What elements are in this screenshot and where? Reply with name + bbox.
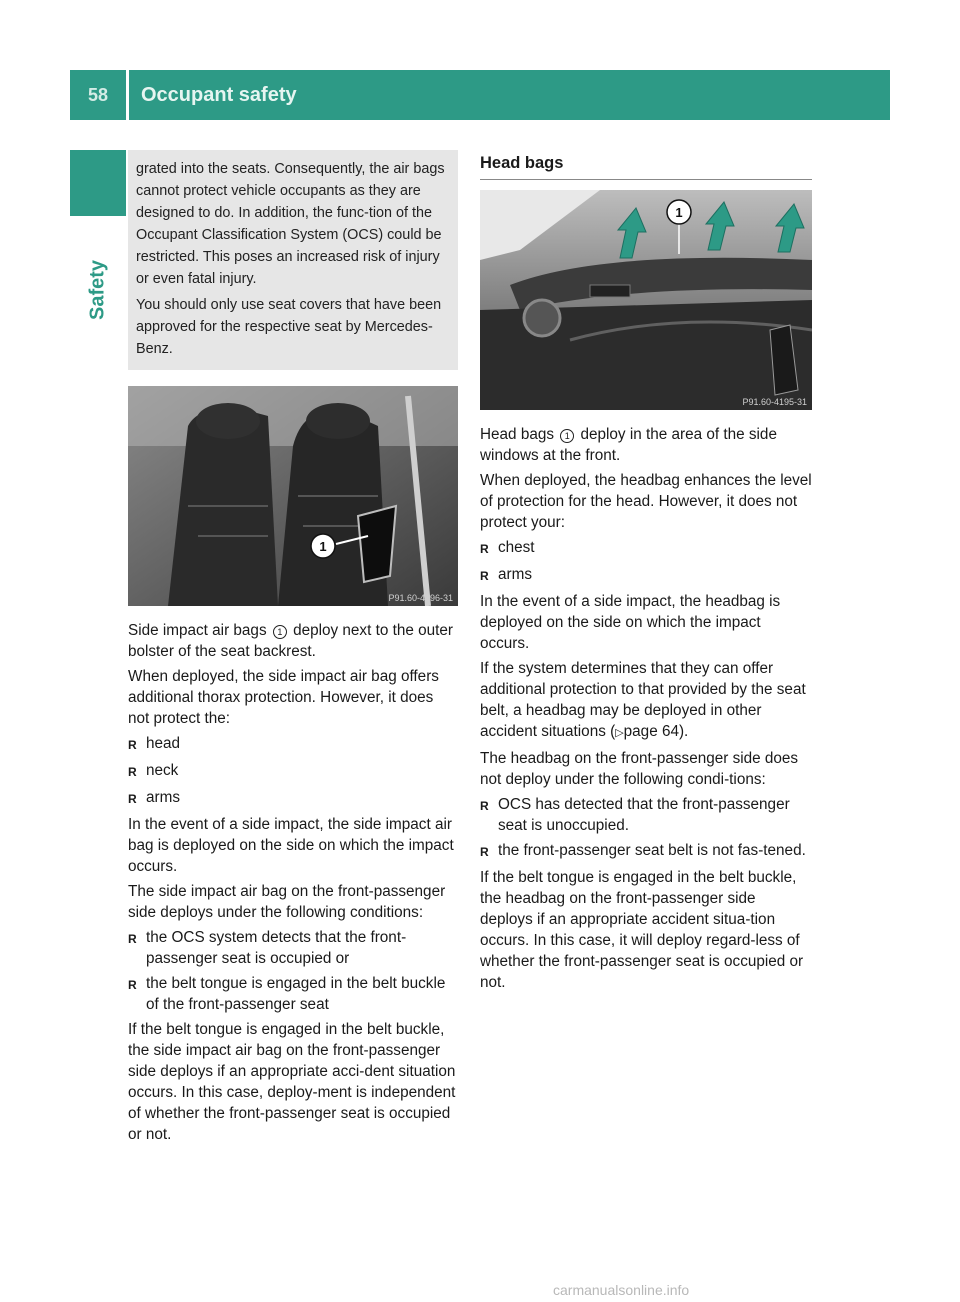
left-body-text [128, 620, 458, 1145]
callout-number: 1 [319, 539, 327, 554]
side-tab-marker [70, 150, 126, 216]
bullet-text: the belt tongue is engaged in the belt buckle of the front-passenger seat [146, 975, 446, 1013]
section-title: Occupant safety [141, 83, 297, 106]
side-tab-label: Safety [86, 259, 109, 321]
page-number: 58 [87, 84, 109, 105]
paragraph [480, 658, 812, 744]
right-body-text [480, 424, 812, 993]
right-column [480, 150, 812, 997]
seat-airbag-photo [128, 386, 458, 606]
text-span: If the system determines that they can offer additional protection to that provided by the seat belt, a headbag may be deployed in other accident situations ( [480, 660, 806, 740]
paragraph: When deployed, the side impact air bag offers additional thorax protection. However, it does not protect the: [128, 668, 439, 727]
bullet-text: head [146, 735, 181, 752]
bullet-text: arms [146, 789, 180, 806]
watermark: carmanualsonline.info [553, 1282, 690, 1298]
warning-paragraph: grated into the seats. Consequently, the air bags cannot protect vehicle occupants as they are designed to do. In addition, the func-tion of the Occupant Classification System (OCS) could be restricted. This poses an increased risk of injury or even fatal injury. [136, 161, 445, 287]
page-ref-icon: ▷ [615, 727, 624, 739]
bullet-item: R the OCS system detects that the front-passenger seat is occupied or [128, 927, 458, 969]
bullet-text: neck [146, 762, 179, 779]
paragraph: The side impact air bag on the front-passenger side deploys under the following conditions: [128, 883, 446, 921]
page-reference-link[interactable]: page 64). [623, 723, 689, 740]
paragraph: In the event of a side impact, the side impact air bag is deployed on the side on which the impact occurs. [128, 816, 454, 875]
paragraph [128, 620, 458, 662]
paragraph: The headbag on the front-passenger side does not deploy under the following condi-tions: [480, 750, 799, 788]
left-column [128, 150, 458, 1149]
bullet-text: the front-passenger seat belt is not fas-tened. [498, 842, 806, 859]
paragraph: If the belt tongue is engaged in the belt buckle, the headbag on the front-passenger side deploys if an appropriate accident situa-tion occurs. In this case, it will deploy regard-less of whether the front-passenger seat is occupied or not. [480, 869, 804, 991]
paragraph: When deployed, the headbag enhances the level of protection for the head. However, it does not protect your: [480, 472, 812, 531]
warning-paragraph: You should only use seat covers that have been approved for the respective seat by Mercedes-Benz. [136, 297, 442, 357]
bullet-text: the OCS system detects that the front-passenger seat is occupied or [146, 929, 407, 967]
heading-head-bags: Head bags [480, 150, 812, 180]
bullet-item: R the belt tongue is engaged in the belt buckle of the front-passenger seat [128, 973, 458, 1015]
bullet-item: R chest [480, 537, 812, 560]
paragraph: If the belt tongue is engaged in the belt buckle, the side impact air bag on the front-passenger side deploys if an appropriate acci-dent situation occurs. In this case, deploy-ment is independent of whether the front-passenger seat is occupied or not. [128, 1021, 456, 1143]
bullet-item: R the front-passenger seat belt is not fas-tened. [480, 840, 812, 863]
text-span: Side impact air bags [128, 622, 267, 639]
bullet-text: chest [498, 539, 535, 556]
callout-marker: 1 [560, 429, 574, 443]
image-code: P91.60-4196-31 [388, 593, 453, 603]
paragraph [480, 424, 812, 466]
bullet-item: R OCS has detected that the front-passenger seat is unoccupied. [480, 794, 812, 836]
image-code: P91.60-4195-31 [742, 397, 807, 407]
bullet-item: R arms [480, 564, 812, 587]
callout-number: 1 [675, 205, 683, 220]
bullet-item: R head [128, 733, 458, 756]
text-span: deploy next to the outer bolster of the seat backrest. [128, 622, 453, 660]
paragraph: In the event of a side impact, the headbag is deployed on the side on which the impact occurs. [480, 593, 781, 652]
warning-box [128, 150, 458, 370]
bullet-item: R arms [128, 787, 458, 810]
callout-marker: 1 [273, 625, 287, 639]
bullet-text: OCS has detected that the front-passenger seat is unoccupied. [498, 796, 790, 834]
bullet-item: R neck [128, 760, 458, 783]
bullet-text: arms [498, 566, 532, 583]
headbag-photo [480, 190, 812, 410]
text-span: Head bags [480, 426, 554, 443]
header-divider [126, 70, 129, 120]
text-span: deploy in the area of the side windows at the front. [480, 426, 777, 464]
